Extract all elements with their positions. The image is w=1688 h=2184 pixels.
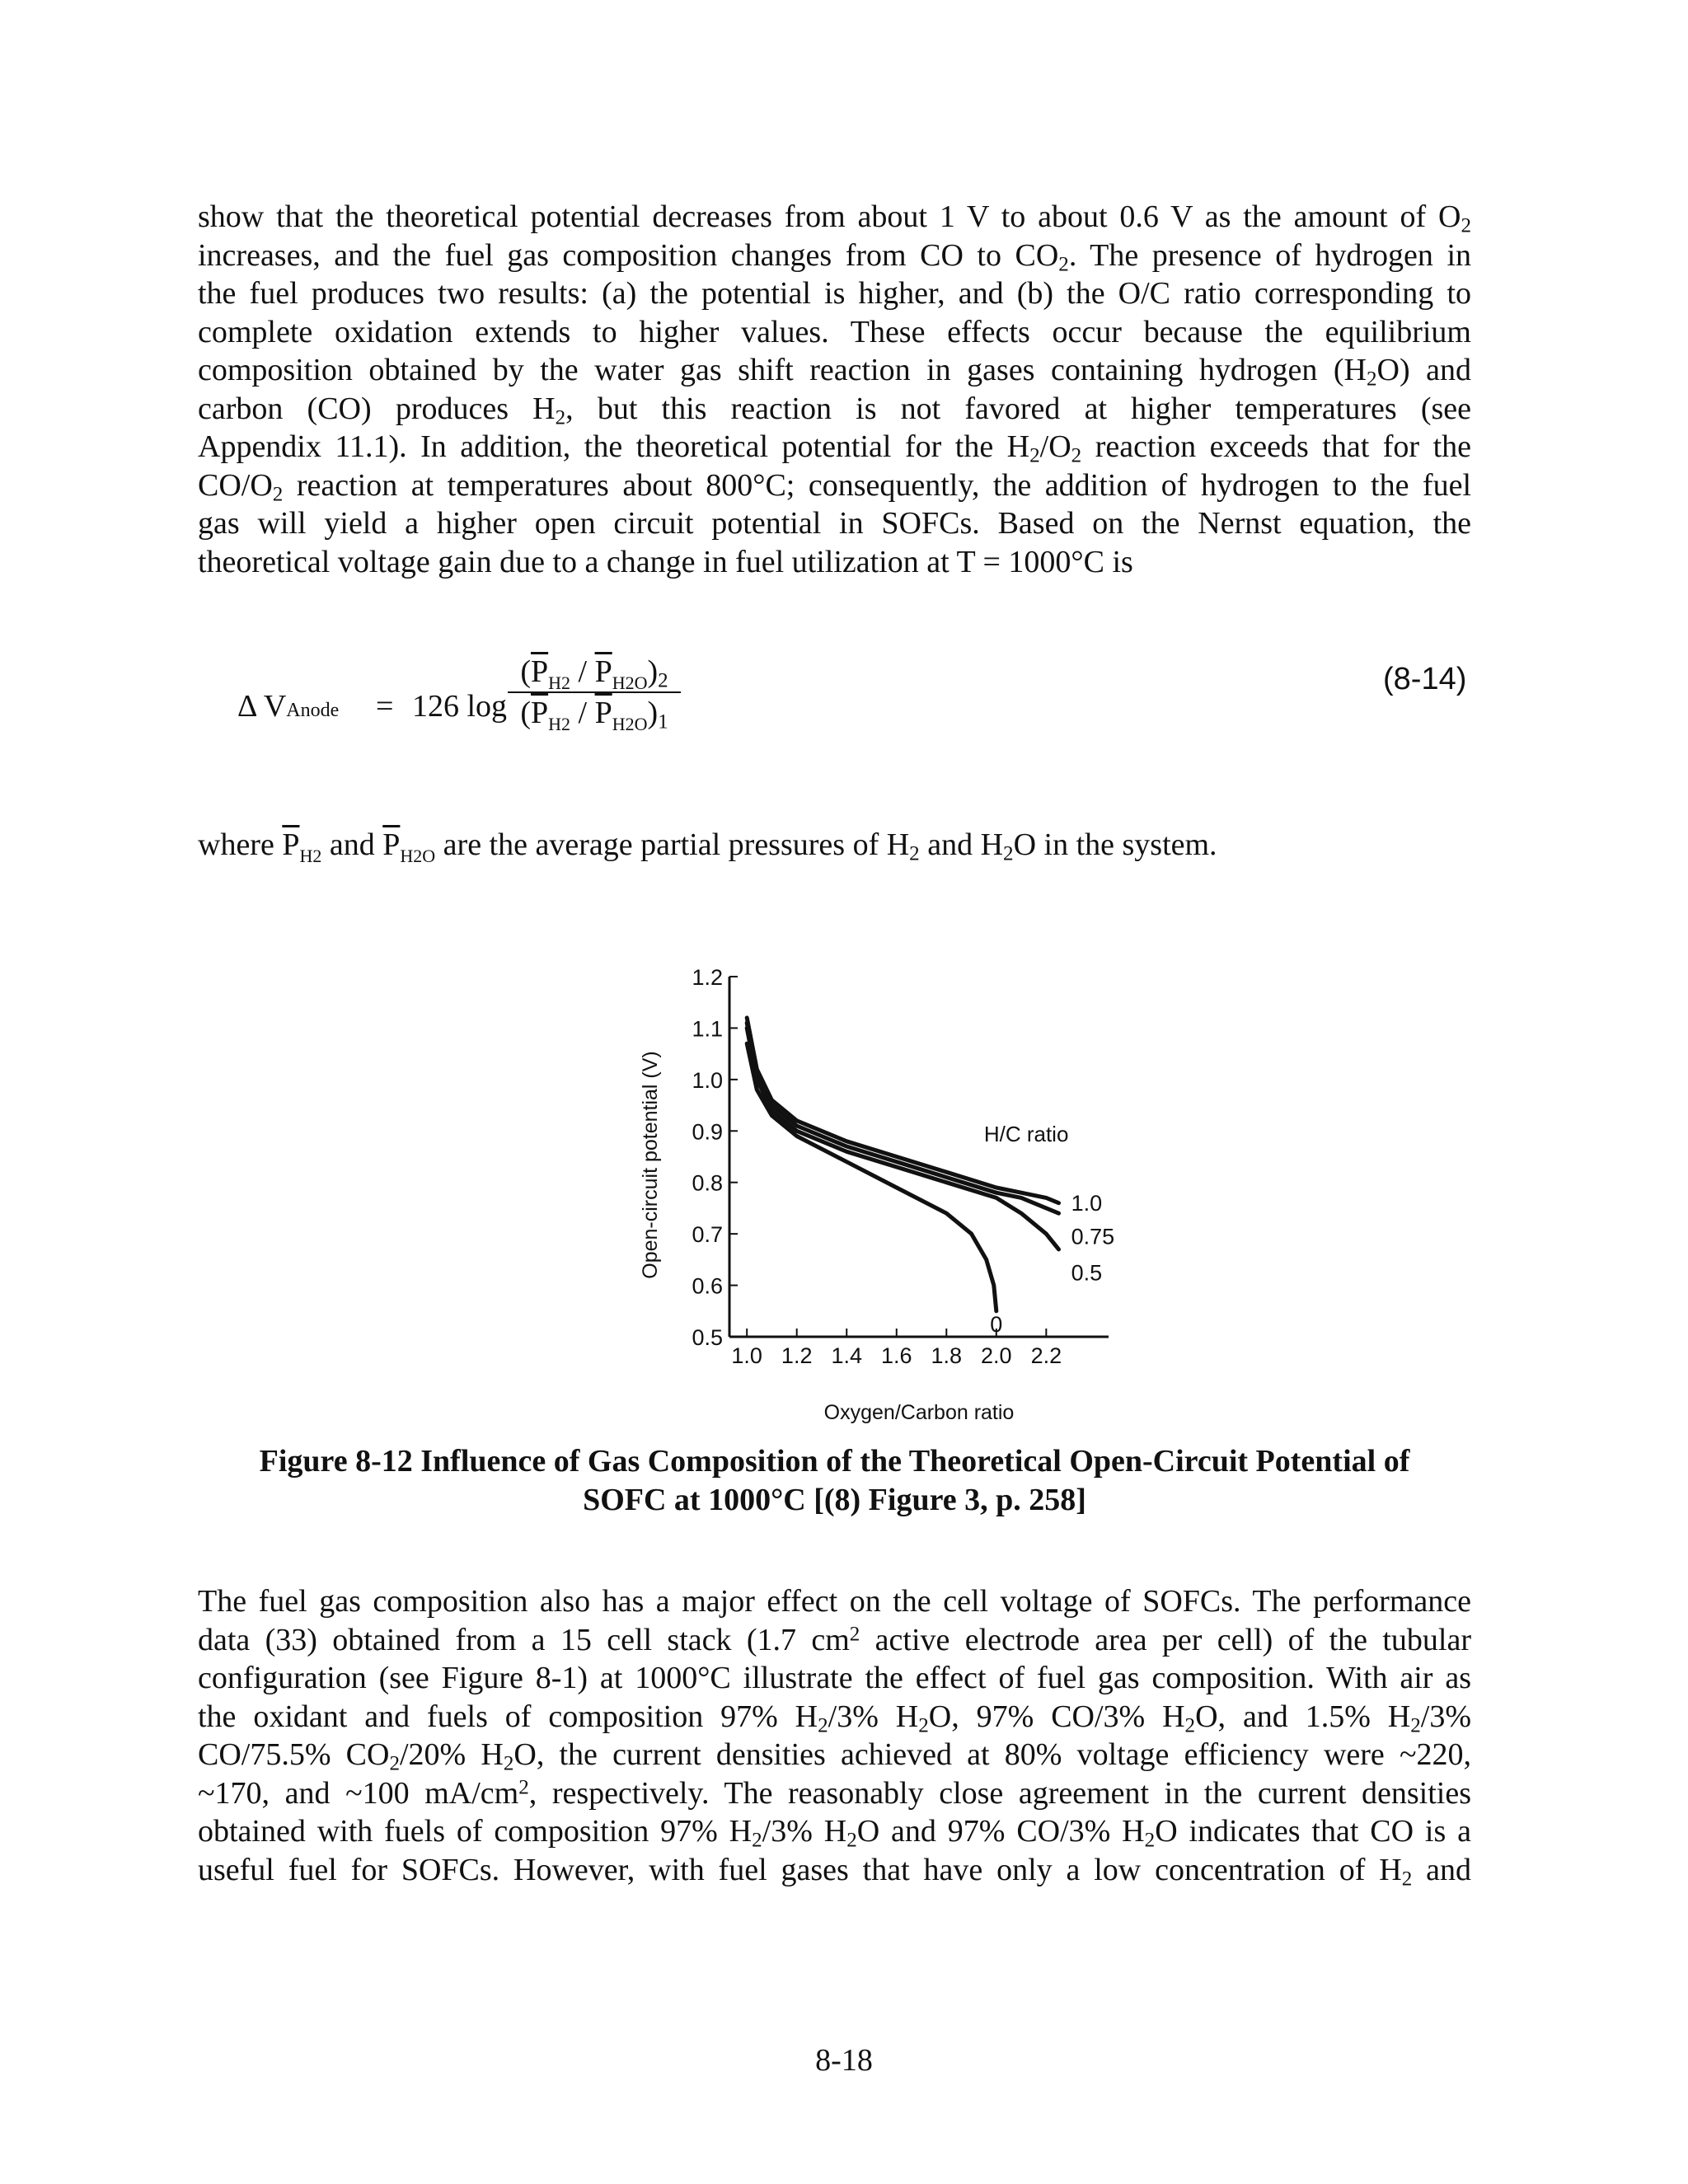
p1-line-3: the fuel produces two results: (a) the potential is higher, and (b) the O/C ratio corresponding to	[198, 276, 1471, 311]
paragraph-1	[198, 198, 1471, 581]
p2-line-1: The fuel gas composition also has a major effect on the cell voltage of SOFCs. The performance	[198, 1584, 1471, 1619]
y-tick-label: 0.8	[692, 1170, 723, 1196]
series-label-hc-0: 0	[990, 1311, 1003, 1337]
p1-line-8: $CO/O_2$ reaction at temperatures about 800°C; consequently, the addition of hydrogen to the fuel	[198, 467, 1471, 505]
y-tick-label: 1.0	[692, 1067, 723, 1093]
equation-numerator: $(\overline{P}_{H2} / \overline{P}_{H2O})_2$	[520, 654, 668, 693]
caption-line-2: SOFC at 1000°C [(8) Figure 3, p. 258]	[583, 1483, 1086, 1517]
x-tick-label: 1.8	[931, 1343, 963, 1368]
caption-line-1: Figure 8-12 Influence of Gas Composition of the Theoretical Open-Circuit Potential of	[259, 1444, 1410, 1479]
equation-fraction	[508, 654, 681, 734]
equation-equals: =	[376, 689, 394, 724]
y-tick-label: 0.9	[692, 1119, 723, 1145]
figure-caption	[198, 1442, 1471, 1520]
p2-line-7: obtained with fuels of composition 97% $H_2/3\%$ $H_2O$ and 97% CO/3% $H_2O$ indicates that CO is a	[198, 1814, 1472, 1852]
p2-line-5: CO/75.5% $CO_2/20\%$ $H_2O$, the current densities achieved at 80% voltage efficiency were ~220,	[198, 1737, 1471, 1775]
p2-line-2: data (33) obtained from a 15 cell stack (1.7 $cm^2$ active electrode area per cell) of the tubular	[198, 1622, 1472, 1657]
equation-coefficient: 126 log	[412, 689, 508, 724]
p2-line-6: ~170, and ~100 $mA/cm^2$, respectively. The reasonably close agreement in the current densities	[198, 1775, 1471, 1811]
where-line: where $\overline{P}_{H2}$ and $\overline{P}_{H2O}$ are the average partial pressures of $H_2$ and $H_2O$ in the system.	[198, 827, 1217, 866]
series-label-hc-0-5: 0.5	[1071, 1260, 1103, 1286]
p1-line-4: complete oxidation extends to higher values. These effects occur because the equilibrium	[198, 314, 1471, 349]
p1-line-2: increases, and the fuel gas composition changes from CO to $CO_2$. The presence of hydrogen in	[198, 237, 1472, 275]
series-label-hc-0-75: 0.75	[1071, 1224, 1115, 1249]
y-tick-label: 0.5	[692, 1325, 723, 1350]
p1-line-7: Appendix 11.1). In addition, the theoretical potential for the $H_2/O_2$ reaction exceeds that for the	[198, 429, 1471, 467]
y-tick-label: 1.2	[692, 965, 723, 990]
x-tick-label: 1.0	[731, 1343, 762, 1368]
y-tick-label: 0.7	[692, 1222, 723, 1248]
p2-line-8: useful fuel for SOFCs. However, with fuel gases that have only a low concentration of $H_2$ and	[198, 1852, 1471, 1890]
p1-line-1: show that the theoretical potential decreases from about 1 V to about 0.6 V as the amount of $O_2$	[198, 199, 1471, 237]
equation-denominator: $(\overline{P}_{H2} / \overline{P}_{H2O})_1$	[520, 696, 668, 734]
p1-line-10: theoretical voltage gain due to a change in fuel utilization at T = 1000°C is	[198, 544, 1133, 579]
equation-lhs: Δ VAnode	[237, 689, 340, 724]
x-tick-label: 1.6	[880, 1343, 912, 1368]
equation-number: (8-14)	[1383, 662, 1467, 696]
open-circuit-potential-chart	[610, 948, 1121, 1434]
p2-line-4: the oxidant and fuels of composition 97% $H_2/3\%$ $H_2O$, 97% CO/3% $H_2O$, and 1.5% $H_2/3\%$	[198, 1699, 1471, 1736]
paragraph-2	[198, 1582, 1471, 1889]
p1-line-6: carbon (CO) produces $H_2$, but this reaction is not favored at higher temperatures (see	[198, 391, 1471, 429]
x-tick-label: 2.0	[981, 1343, 1012, 1368]
y-tick-label: 0.6	[692, 1273, 723, 1299]
page-number: 8-18	[815, 2043, 873, 2078]
equation-8-14	[237, 654, 814, 771]
x-tick-label: 1.2	[781, 1343, 813, 1368]
p1-line-9: gas will yield a higher open circuit potential in SOFCs. Based on the Nernst equation, the	[198, 506, 1471, 541]
p2-line-3: configuration (see Figure 8-1) at 1000°C illustrate the effect of fuel gas composition. With air as	[198, 1661, 1471, 1695]
p1-line-5: composition obtained by the water gas shift reaction in gases containing hydrogen $(H_2O)$ and	[198, 353, 1471, 391]
x-tick-label: 1.4	[831, 1343, 863, 1368]
y-tick-label: 1.1	[692, 1016, 723, 1042]
x-tick-label: 2.2	[1030, 1343, 1062, 1368]
x-axis-label: Oxygen/Carbon ratio	[823, 1401, 1015, 1424]
fraction-bar	[508, 691, 681, 693]
series-line-hc-1-0	[747, 1018, 1058, 1203]
y-axis-label: Open-circuit potential (V)	[639, 1051, 662, 1279]
legend-title: H/C ratio	[983, 1121, 1069, 1146]
series-label-hc-1-0: 1.0	[1071, 1191, 1103, 1216]
